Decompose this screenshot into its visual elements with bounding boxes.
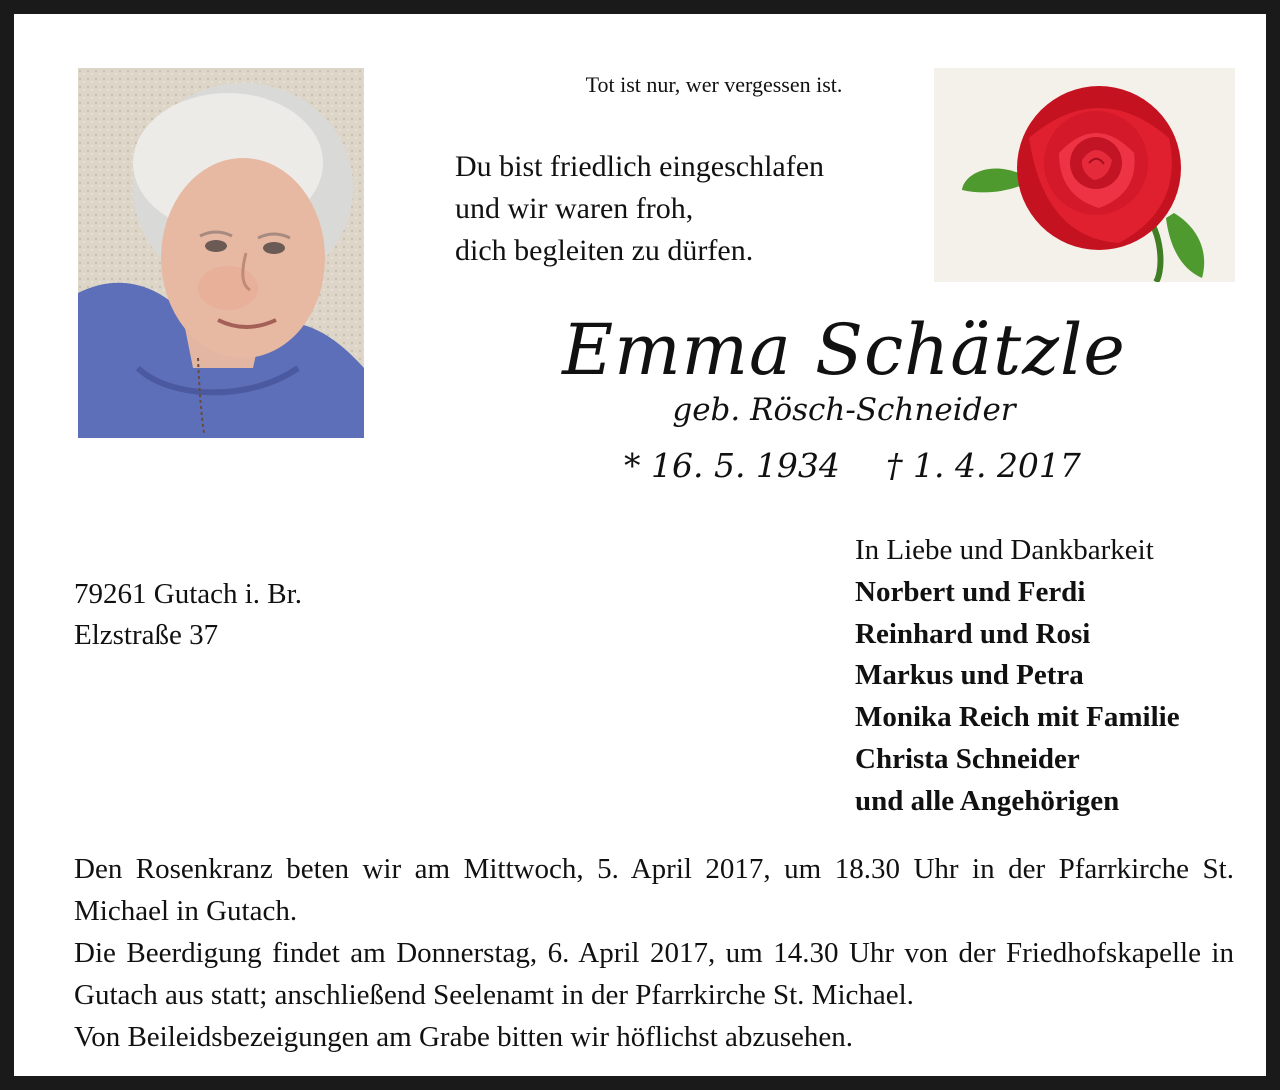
address-street: Elzstraße 37 (74, 619, 219, 651)
mourner-family: und alle Angehörigen (855, 784, 1120, 817)
motto: Tot ist nur, wer vergessen ist. (585, 72, 843, 97)
death-date: † 1. 4. 2017 (886, 446, 1081, 485)
maiden-name: geb. Rösch-Schneider (672, 392, 1016, 428)
address (74, 574, 302, 656)
birth-date: * 16. 5. 1934 (624, 446, 840, 485)
poem-line: dich begleiten zu dürfen. (455, 234, 754, 267)
mourners-block (855, 530, 1180, 823)
deceased-name: Emma Schätzle (562, 309, 1126, 391)
rosary-note: Den Rosenkranz beten wir am Mittwoch, 5. April 2017, um 18.30 Uhr in der Pfarrkirche St. Michael in Gutach. (74, 853, 1234, 927)
mourner-family: Norbert und Ferdi (855, 575, 1086, 608)
mourner-family: Christa Schneider (855, 742, 1080, 775)
portrait-photo (78, 68, 364, 438)
condolence-note: Von Beileidsbezeigungen am Grabe bitten wir höflichst abzusehen. (74, 1021, 854, 1053)
mourner-family: Reinhard und Rosi (855, 617, 1091, 650)
address-city: 79261 Gutach i. Br. (74, 578, 302, 610)
poem (455, 146, 915, 272)
service-notes (74, 848, 1234, 1058)
mourners-intro: In Liebe und Dankbarkeit (855, 534, 1154, 566)
mourner-family: Monika Reich mit Familie (855, 701, 1180, 734)
mourner-family: Markus und Petra (855, 659, 1084, 692)
rose-image (934, 68, 1235, 282)
poem-line: und wir waren froh, (455, 192, 694, 225)
funeral-note: Die Beerdigung findet am Donnerstag, 6. April 2017, um 14.30 Uhr von der Friedhofskapelle in Gutach aus statt; anschließend Seelenamt in der Pfarrkirche St. Michael. (74, 937, 1234, 1011)
poem-line: Du bist friedlich eingeschlafen (455, 150, 825, 183)
